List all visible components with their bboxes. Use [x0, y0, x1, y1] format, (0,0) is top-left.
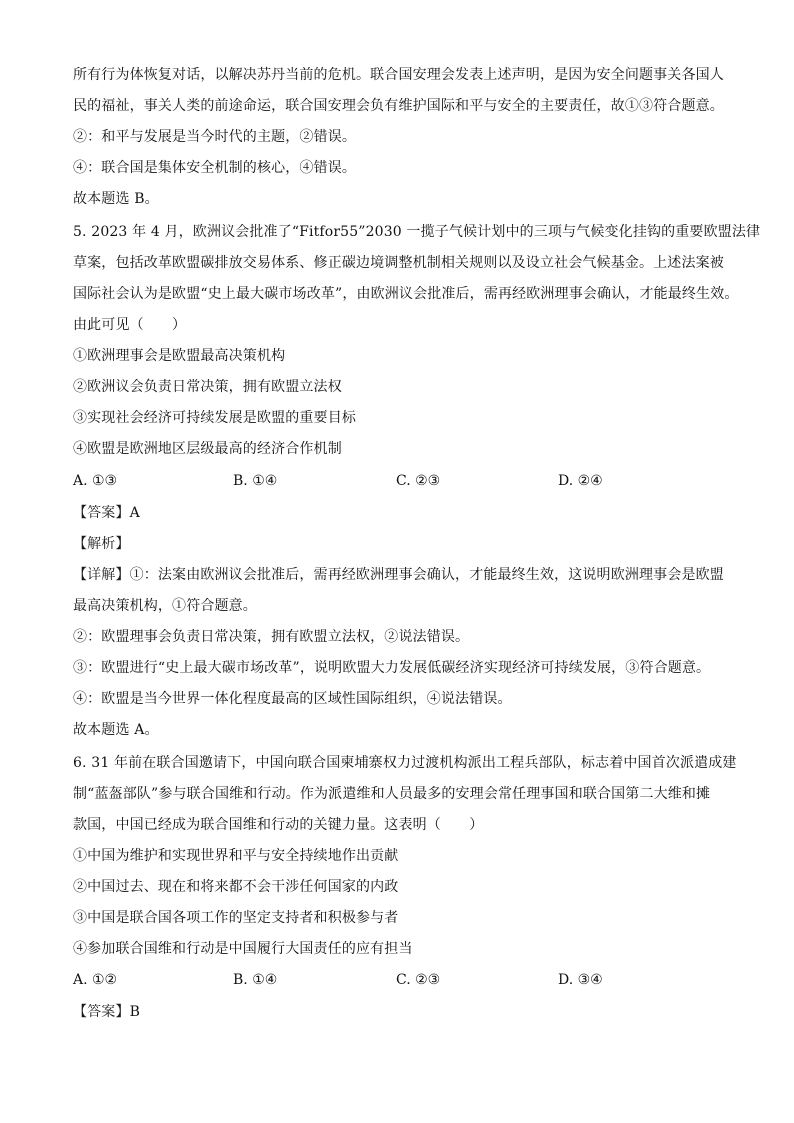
question-5-item: ②欧洲议会负责日常决策，拥有欧盟立法权	[73, 379, 342, 395]
text-line: ②：和平与发展是当今时代的主题，②错误。	[73, 129, 356, 145]
answer-tag: 【答案】	[73, 505, 130, 521]
question-5-detail-line	[73, 565, 724, 585]
question-6-item: ④参加联合国维和行动是中国履行大国责任的应有担当	[73, 941, 413, 957]
text-line: 民的福祉，事关人类的前途命运，联合国安理会负有维护国际和平与安全的主要责任，故①③符合题意。	[73, 98, 724, 114]
analysis-tag: 【解析】	[73, 536, 130, 552]
question-5-item: ①欧洲理事会是欧盟最高决策机构	[73, 348, 286, 364]
question-5-detail-line: 故本题选 A。	[73, 722, 159, 738]
answer-tag: 【答案】	[73, 1004, 130, 1020]
question-5-option-a: A. ①③	[73, 473, 118, 489]
detail-text: ①：法案由欧洲议会批准后，需再经欧洲理事会确认，才能最终生效，这说明欧洲理事会是欧盟	[129, 567, 724, 583]
question-5-item: ③实现社会经济可持续发展是欧盟的重要目标	[73, 410, 356, 426]
text-line: ④：联合国是集体安全机制的核心，④错误。	[73, 160, 356, 176]
answer-value: A	[129, 505, 140, 521]
question-5-answer	[73, 503, 140, 523]
question-5-option-b: B. ①④	[233, 473, 278, 489]
question-6-option-c: C. ②③	[396, 972, 441, 988]
question-6-item: ①中国为维护和实现世界和平与安全持续地作出贡献	[73, 848, 399, 864]
question-6-answer	[73, 1002, 140, 1022]
question-6-item: ②中国过去、现在和将来都不会干涉任何国家的内政	[73, 879, 399, 895]
question-6-option-b: B. ①④	[233, 972, 278, 988]
question-5-stem-line: 由此可见（ ）	[73, 317, 187, 333]
question-6-stem-line: 款国，中国已经成为联合国维和行动的关键力量。这表明（ ）	[73, 817, 484, 833]
question-6-option-a: A. ①②	[73, 972, 118, 988]
question-5-stem-line: 草案，包括改革欧盟碳排放交易体系、修正碳边境调整机制相关规则以及设立社会气候基金。上述法案被	[73, 255, 724, 271]
question-5-option-c: C. ②③	[396, 473, 441, 489]
question-5-stem-line: 5. 2023 年 4 月，欧洲议会批准了“Fitfor55”2030 一揽子气候计划中的三项与气候变化挂钩的重要欧盟法律	[73, 224, 761, 240]
text-line: 故本题选 B。	[73, 191, 159, 207]
question-5-item: ④欧盟是欧洲地区层级最高的经济合作机制	[73, 441, 342, 457]
question-6-option-d: D. ③④	[558, 972, 603, 988]
detail-tag: 【详解】	[73, 567, 130, 583]
answer-value: B	[129, 1004, 141, 1020]
question-5-stem-line: 国际社会认为是欧盟“史上最大碳市场改革”，由欧洲议会批准后，需再经欧洲理事会确认，才能最终生效。	[73, 286, 739, 302]
question-5-option-d: D. ②④	[558, 473, 603, 489]
question-5-analysis-tag	[73, 534, 130, 554]
question-5-detail-line: ③：欧盟进行“史上最大碳市场改革”，说明欧盟大力发展低碳经济实现经济可持续发展，③符合题意。	[73, 660, 711, 676]
question-5-detail-line: 最高决策机构，①符合题意。	[73, 598, 257, 614]
text-line: 所有行为体恢复对话，以解决苏丹当前的危机。联合国安理会发表上述声明，是因为安全问题事关各国人	[73, 67, 724, 83]
question-6-stem-line: 制“蓝盔部队”参与联合国维和行动。作为派遣维和人员最多的安理会常任理事国和联合国第二大维和摊	[73, 786, 711, 802]
question-5-detail-line: ④：欧盟是当今世界一体化程度最高的区域性国际组织，④说法错误。	[73, 691, 512, 707]
question-6-stem-line: 6. 31 年前在联合国邀请下，中国向联合国柬埔寨权力过渡机构派出工程兵部队，标志着中国首次派遣成建	[73, 755, 737, 771]
question-6-item: ③中国是联合国各项工作的坚定支持者和积极参与者	[73, 910, 399, 926]
question-5-detail-line: ②：欧盟理事会负责日常决策，拥有欧盟立法权，②说法错误。	[73, 629, 470, 645]
